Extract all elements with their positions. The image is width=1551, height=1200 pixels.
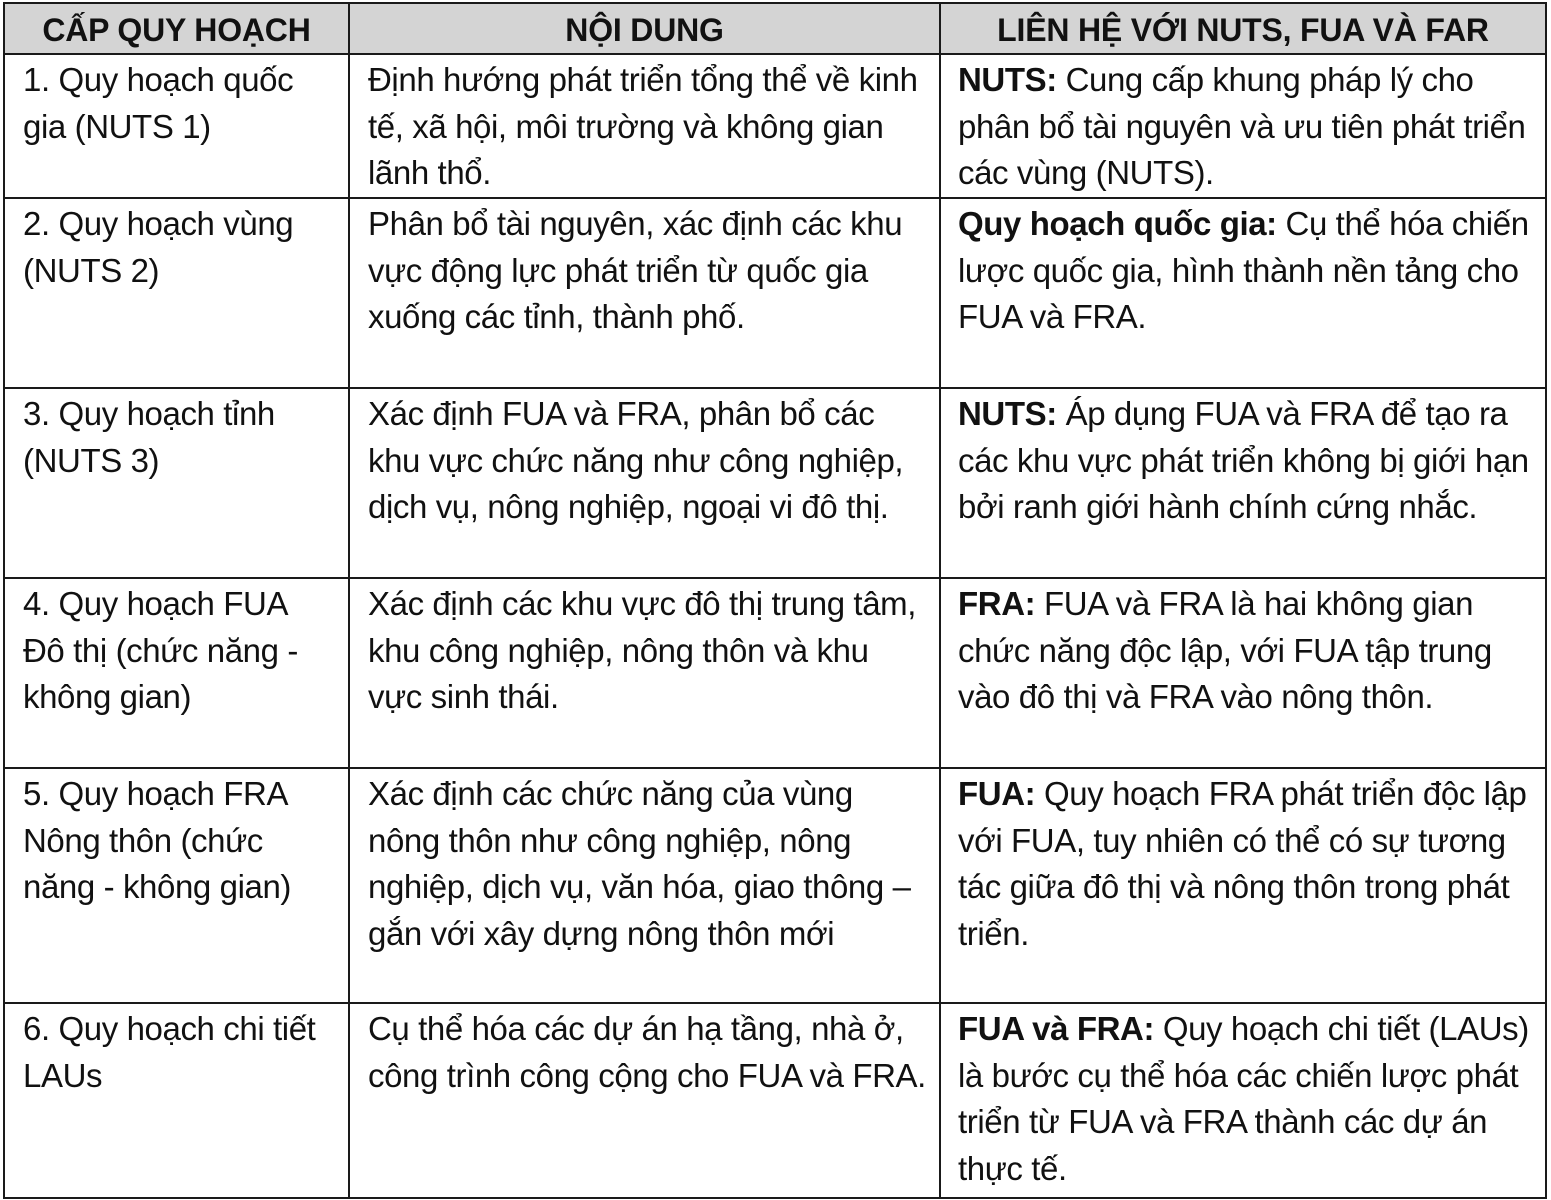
level-cell: 2. Quy hoạch vùng (NUTS 2) [4, 198, 349, 388]
relation-cell [940, 578, 1546, 768]
relation-text: Áp dụng FUA và FRA để tạo ra các khu vực phát triển không bị giới hạn bởi ranh giới hành chính cứng nhắc. [958, 395, 1529, 525]
relation-cell [940, 768, 1546, 1003]
level-cell: 4. Quy hoạch FUA Đô thị (chức năng - không gian) [4, 578, 349, 768]
content-cell: Cụ thể hóa các dự án hạ tầng, nhà ở, công trình công cộng cho FUA và FRA. [349, 1003, 940, 1198]
relation-lead: Quy hoạch quốc gia: [958, 205, 1277, 242]
table-row [4, 388, 1546, 578]
relation-lead: NUTS: [958, 395, 1057, 432]
header-level: CẤP QUY HOẠCH [4, 3, 349, 54]
content-cell: Phân bổ tài nguyên, xác định các khu vực động lực phát triển từ quốc gia xuống các tỉnh, thành phố. [349, 198, 940, 388]
table-row [4, 198, 1546, 388]
level-cell: 3. Quy hoạch tỉnh (NUTS 3) [4, 388, 349, 578]
relation-text: Cung cấp khung pháp lý cho phân bổ tài nguyên và ưu tiên phát triển các vùng (NUTS). [958, 61, 1526, 191]
planning-table-container [3, 2, 1545, 1196]
planning-table [3, 2, 1547, 1199]
relation-cell [940, 198, 1546, 388]
level-cell [4, 1003, 349, 1198]
content-cell: Xác định các khu vực đô thị trung tâm, khu công nghiệp, nông thôn và khu vực sinh thái. [349, 578, 940, 768]
relation-cell [940, 1003, 1546, 1198]
relation-text: FUA và FRA là hai không gian chức năng độc lập, với FUA tập trung vào đô thị và FRA vào nông thôn. [958, 585, 1492, 715]
header-relation: LIÊN HỆ VỚI NUTS, FUA VÀ FAR [940, 3, 1546, 54]
content-cell: Xác định các chức năng của vùng nông thôn như công nghiệp, nông nghiệp, dịch vụ, văn hóa, giao thông – gắn với xây dựng nông thôn mới [349, 768, 940, 1003]
level-line-1: 6. Quy hoạch chi tiết [23, 1010, 316, 1047]
level-cell: 5. Quy hoạch FRA Nông thôn (chức năng - không gian) [4, 768, 349, 1003]
level-cell: 1. Quy hoạch quốc gia (NUTS 1) [4, 54, 349, 198]
table-row [4, 578, 1546, 768]
relation-lead: FUA và FRA: [958, 1010, 1155, 1047]
content-cell: Định hướng phát triển tổng thể về kinh tế, xã hội, môi trường và không gian lãnh thổ. [349, 54, 940, 198]
header-row [4, 3, 1546, 54]
relation-lead: FUA: [958, 775, 1036, 812]
relation-text: Quy hoạch FRA phát triển độc lập với FUA, tuy nhiên có thể có sự tương tác giữa đô thị và nông thôn trong phát triển. [958, 775, 1527, 952]
relation-text: Quy hoạch chi tiết (LAUs) là bước cụ thể hóa các chiến lược phát triển từ FUA và FRA thành các dự án thực tế. [958, 1010, 1529, 1187]
table-row [4, 1003, 1546, 1198]
content-cell: Xác định FUA và FRA, phân bổ các khu vực chức năng như công nghiệp, dịch vụ, nông nghiệp, ngoại vi đô thị. [349, 388, 940, 578]
header-content: NỘI DUNG [349, 3, 940, 54]
relation-lead: FRA: [958, 585, 1036, 622]
level-line-2: LAUs [23, 1056, 103, 1094]
relation-cell [940, 54, 1546, 198]
relation-text: Cụ thể hóa chiến lược quốc gia, hình thành nền tảng cho FUA và FRA. [958, 205, 1529, 335]
table-row [4, 54, 1546, 198]
relation-lead: NUTS: [958, 61, 1057, 98]
table-row [4, 768, 1546, 1003]
relation-cell [940, 388, 1546, 578]
